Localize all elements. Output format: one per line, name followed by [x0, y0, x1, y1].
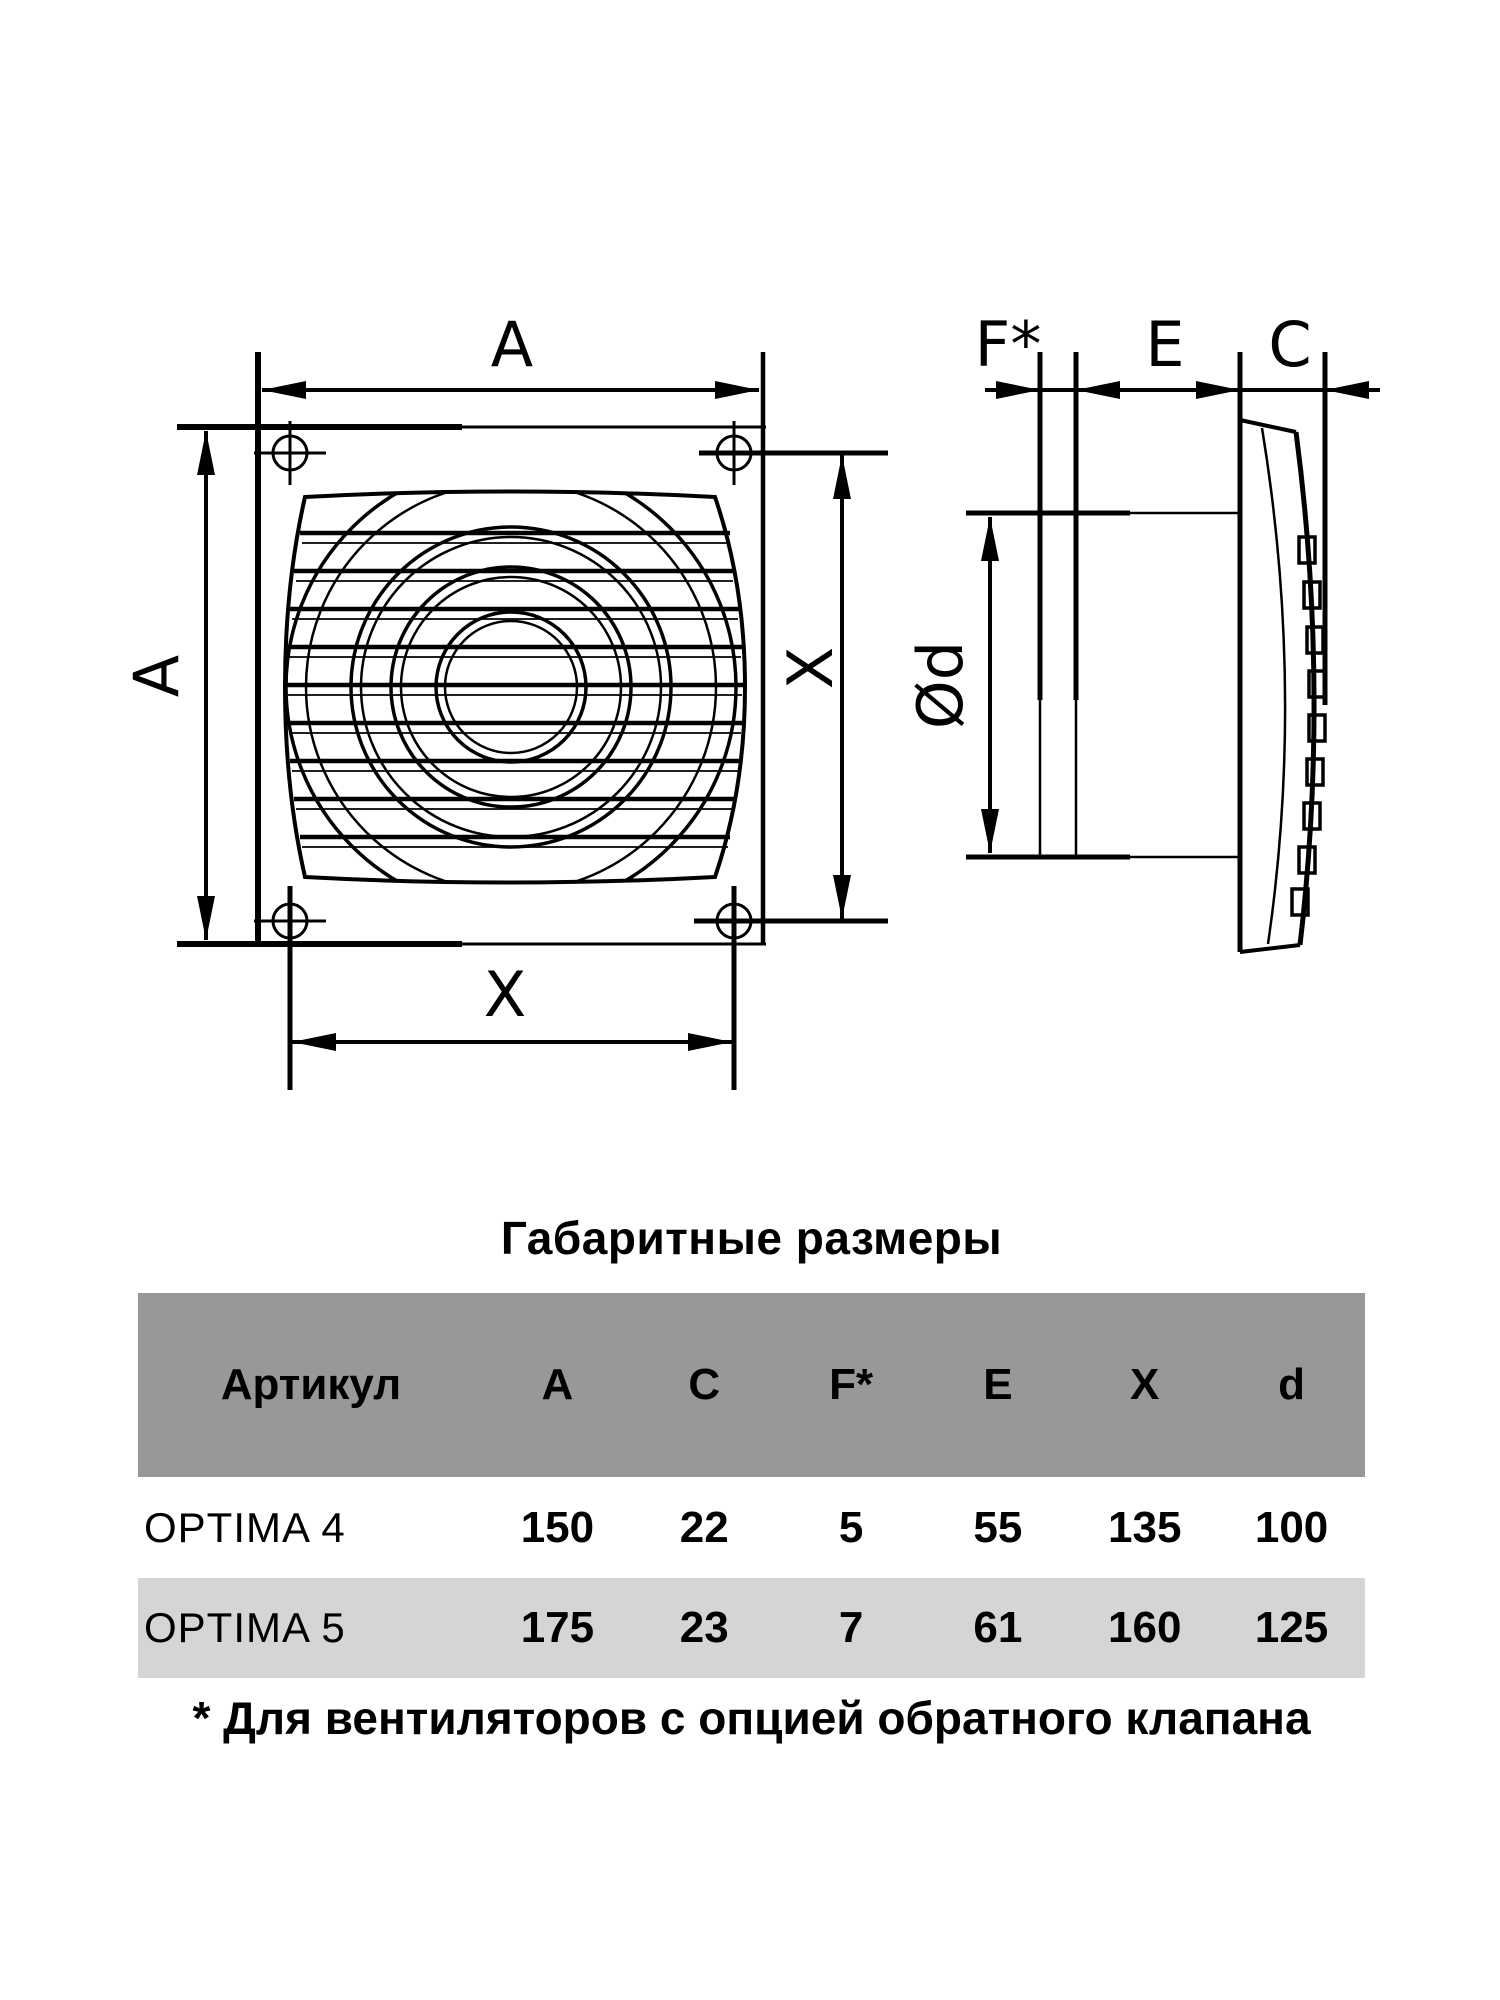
dim-diameter [904, 517, 999, 853]
value-F: 7 [838, 1603, 864, 1652]
value-C: 22 [679, 1502, 729, 1552]
table-header-row [138, 1293, 1365, 1477]
column-header-X: X [1130, 1360, 1160, 1409]
article-name: OPTIMA 5 [144, 1604, 346, 1651]
column-header-d: d [1278, 1360, 1305, 1409]
value-d: 100 [1254, 1502, 1329, 1552]
section-title: Габаритные размеры [500, 1212, 1003, 1264]
screw-hole-top-left [254, 421, 326, 485]
side-front-panel [1240, 352, 1325, 952]
value-X: 160 [1108, 1603, 1182, 1652]
dim-label-hole-span-horizontal: X [483, 958, 527, 1031]
value-E: 61 [973, 1603, 1023, 1652]
value-F: 5 [838, 1502, 864, 1552]
column-header-A: A [541, 1360, 574, 1409]
front-grille [285, 462, 745, 912]
table-row [138, 1578, 1365, 1678]
dim-label-C: C [1268, 308, 1312, 381]
side-duct [966, 513, 1240, 857]
value-A: 150 [520, 1502, 595, 1552]
column-header-E: E [983, 1360, 1013, 1409]
dim-label-hole-span-vertical: X [774, 646, 847, 690]
article-name: OPTIMA 4 [144, 1503, 346, 1551]
table-row [138, 1477, 1365, 1578]
grille-slats [287, 533, 743, 847]
dim-label-E: E [1145, 308, 1185, 381]
fan-front-view [120, 308, 888, 1090]
dim-height-A [120, 431, 215, 940]
column-header-C: C [688, 1360, 721, 1409]
dim-label-height: A [120, 654, 193, 698]
fan-side-view [904, 308, 1380, 952]
column-header-article: Артикул [220, 1360, 402, 1409]
dim-label-F: F* [974, 308, 1042, 381]
dim-hole-span-horizontal-X [290, 886, 734, 1090]
value-C: 23 [679, 1603, 729, 1652]
dimensions-table [138, 1293, 1365, 1678]
dim-depth-line [975, 308, 1380, 399]
dim-width-A [262, 308, 759, 399]
value-E: 55 [973, 1502, 1023, 1552]
dim-label-width: A [490, 308, 534, 381]
value-d: 125 [1254, 1603, 1329, 1652]
value-A: 175 [520, 1603, 595, 1652]
column-header-F: F* [829, 1360, 874, 1409]
footnote: * Для вентиляторов с опцией обратного клапана [192, 1692, 1311, 1744]
value-X: 135 [1108, 1502, 1182, 1552]
dim-label-diameter: Ød [904, 640, 977, 730]
